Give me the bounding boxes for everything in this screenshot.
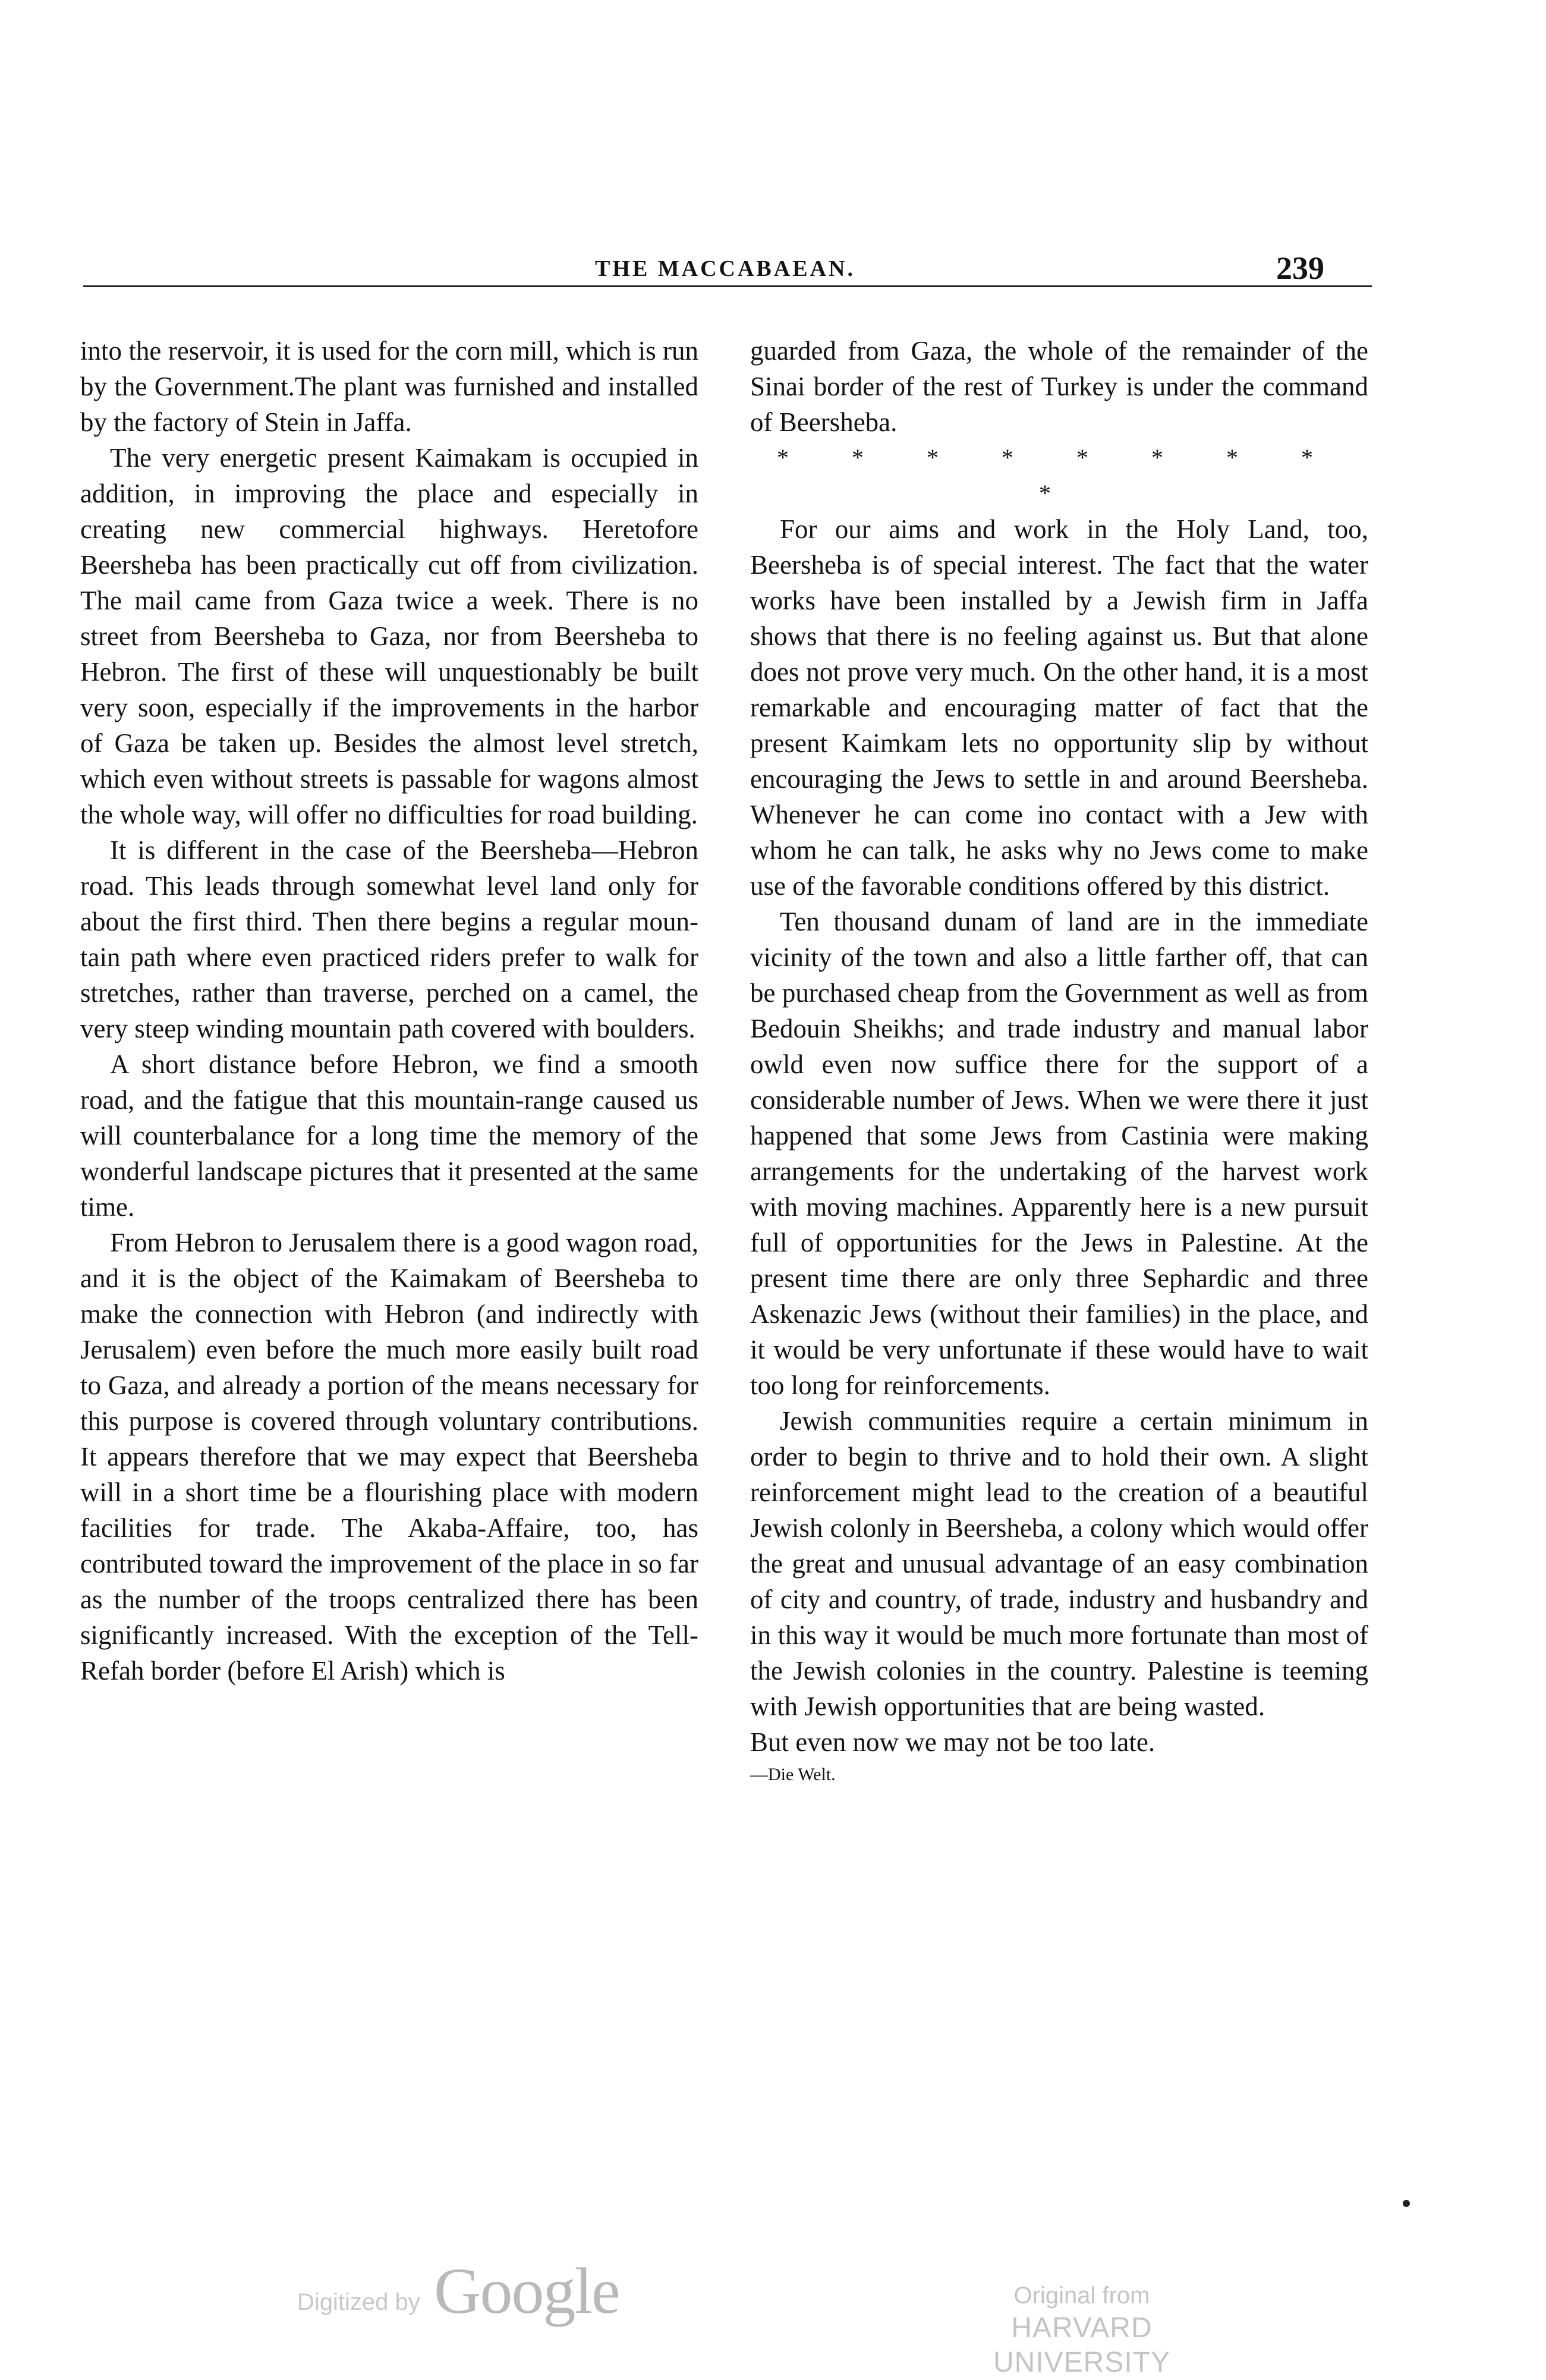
right-column [750, 333, 1368, 1790]
stray-ink-dot [1403, 2200, 1410, 2207]
right-paragraph-5: But even now we may not be too late. [750, 1727, 1155, 1757]
source-attribution: —Die Welt. [750, 1765, 836, 1784]
original-from-label: Original from [1013, 2282, 1150, 2309]
institution-name: HARVARD UNIVERSITY [993, 2312, 1171, 2378]
digitized-watermark [297, 2253, 713, 2331]
digitized-label: Digitized by [297, 2289, 420, 2315]
left-column [80, 333, 698, 1689]
right-paragraph-3: Ten thousand dunam of land are in the immediate vicinity of the town and also a little farther off, that can be purchased cheap from the Government as well as from Bedouin Sheikhs; and trade industry and manual labor owld even now suffice there for the support of a considerable number of Jews. When we were there it just happened that some Jews from Castinia were making arrangements for the undertaking of the harvest work with moving machines. Apparently here is a new pursuit full of opportunities for the Jews in Palestine. At the present time there are only three Sephardic and three Askenazic Jews (without their families) in the place, and it would be very unfortunate if these would have to wait too long for reinforcements. [750, 907, 1368, 1400]
page-header [83, 250, 1372, 297]
google-logo: Google [434, 2255, 619, 2327]
right-paragraph-2: For our aims and work in the Holy Land, too, Beersheba is of special interest. The fact that the water works have been installed by a Jewish firm in Jaffa shows that there is no feeling against us. But that alone does not prove very much. On the other hand, it is a most remarkable and encouraging matter of fact that the present Kaimkam lets no opportunity slip by without encouraging the Jews to settle in and around Beersheba. Whenever he can come ino contact with a Jew with whom he can talk, he asks why no Jews come to make use of the favorable conditions offered by this district. [750, 514, 1368, 901]
origin-watermark [927, 2280, 1236, 2380]
left-paragraph-2: The very energetic present Kaimakam is occupied in addition, in improving the place and especially in creating new commercial highways. Heretofore Beersheba has been practically cut off from civilization. The mail came from Gaza twice a week. There is no street from Beersheba to Gaza, nor from Beersheba to Hebron. The first of these will unquestionably be built very soon, especially if the improvements in the harbor of Gaza be taken up. Besides the almost level stretch, which even without streets is passable for wagons almost the whole way, will offer no difficulties for road building. [80, 443, 698, 829]
left-paragraph-3: It is different in the case of the Beersheba—Hebron road. This leads through somewhat level land only for about the first third. Then there begins a regular mountain path where even practiced riders prefer to walk for stretches, rather than traverse, perched on a camel, the very steep winding mountain path covered with boulders. [80, 835, 698, 1043]
header-rule [83, 285, 1372, 287]
running-title: THE MACCABAEAN. [595, 256, 855, 281]
left-paragraph-4: A short distance before Hebron, we find a smooth road, and the fatigue that this mountain-range caused us will counterbalance for a long time the memory of the wonderful landscape pictures that it presented at the same time. [80, 1049, 698, 1222]
right-paragraph-1: guarded from Gaza, the whole of the remainder of the Sinai border of the rest of Turkey is under the command of Beersheba. [750, 336, 1368, 437]
section-separator: * * * * * * * * * [777, 444, 1342, 507]
left-paragraph-5: From Hebron to Jerusalem there is a good wagon road, and it is the object of the Kaimakam of Beersheba to make the connection with Hebron (and indirectly with Jerusalem) even before the much more easily built road to Gaza, and already a portion of the means necessary for this purpose is covered through voluntary contributions. It appears therefore that we may expect that Beersheba will in a short time be a flourishing place with modern facilities for trade. The Akaba-Affaire, too, has contributed toward the improvement of the place in so far as the number of the troops centralized there has been significantly increased. With the exception of the Tell-Refah border (before El Arish) which is [80, 1228, 698, 1686]
left-paragraph-1: into the reservoir, it is used for the corn mill, which is run by the Government.The plant was furnished and installed by the factory of Stein in Jaffa. [80, 336, 698, 437]
right-paragraph-4: Jewish communities require a certain minimum in order to begin to thrive and to hold their own. A slight reinforcement might lead to the creation of a beautiful Jewish colonly in Beersheba, a colony which would offer the great and unusual advantage of an easy combination of city and country, of trade, industry and husbandry and in this way it would be much more fortunate than most of the Jewish colonies in the country. Palestine is teeming with Jewish opportunities that are being wasted. [750, 1406, 1368, 1721]
page-number: 239 [1276, 250, 1324, 286]
